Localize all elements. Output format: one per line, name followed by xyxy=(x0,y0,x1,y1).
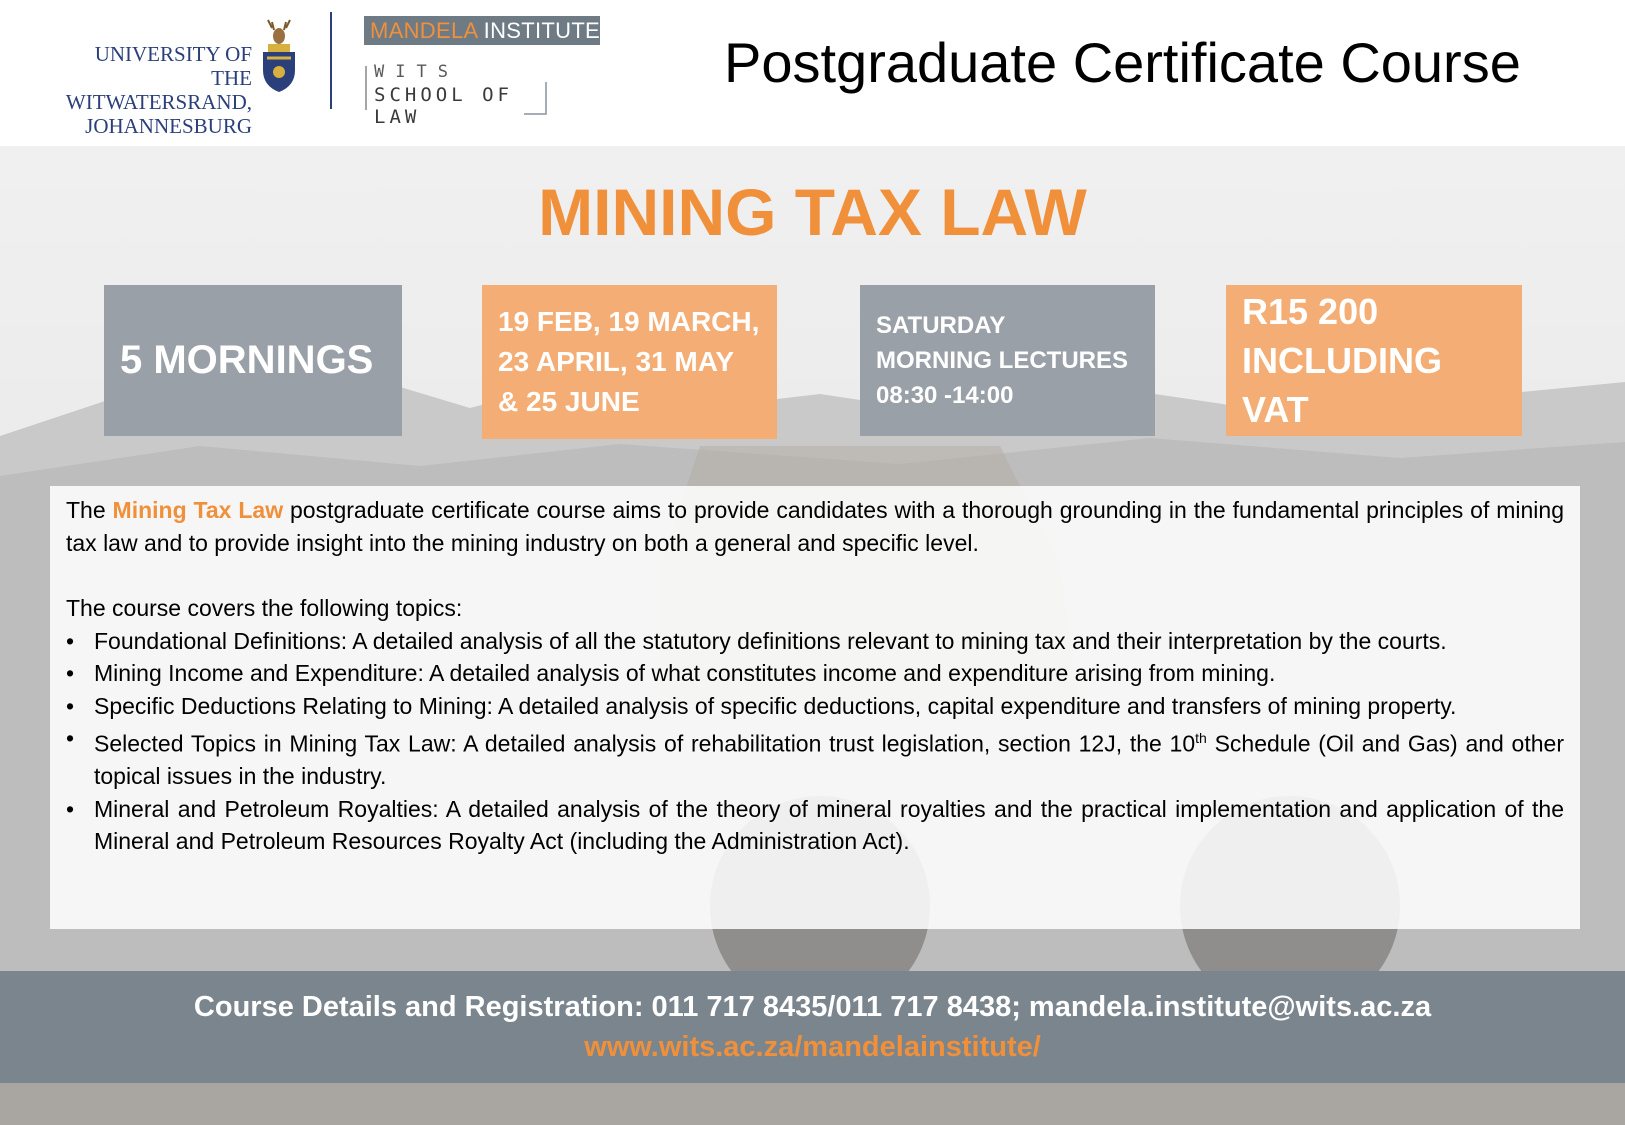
dates-box: 19 FEB, 19 MARCH, 23 APRIL, 31 MAY & 25 JUNE xyxy=(482,285,777,439)
school-of-law-mark: WITS SCHOOL OF LAW xyxy=(364,60,548,116)
header xyxy=(0,0,1625,146)
list-item: • Selected Topics in Mining Tax Law: A detailed analysis of rehabilitation trust legislation, section 12J, the 10th Schedule (Oil and Gas) and other topical issues in the industry. xyxy=(66,722,1564,793)
topics-list xyxy=(66,625,1564,858)
list-item: • Specific Deductions Relating to Mining: A detailed analysis of specific deductions, capital expenditure and transfers of mining property. xyxy=(66,690,1564,723)
page-title: Postgraduate Certificate Course xyxy=(724,31,1521,94)
wits-logo-text: UNIVERSITY OF THE WITWATERSRAND, JOHANNESBURG xyxy=(65,42,252,138)
list-item: • Mining Income and Expenditure: A detailed analysis of what constitutes income and expenditure arising from mining. xyxy=(66,657,1564,690)
mandela-institute-bar: MANDELA INSTITUTE xyxy=(364,16,600,45)
wits-university-logo xyxy=(58,18,308,138)
contact-details[interactable]: Course Details and Registration: 011 717 8435/011 717 8438; mandela.institute@wits.ac.za xyxy=(193,991,1432,1023)
duration-box: 5 MORNINGS xyxy=(104,285,402,436)
course-name-highlight: Mining Tax Law xyxy=(112,497,284,523)
list-item: • Mineral and Petroleum Royalties: A detailed analysis of the theory of mineral royalties and the practical implementation and application of the Mineral and Petroleum Resources Royalty Act (including the Administration Act). xyxy=(66,793,1564,858)
price-box: R15 200 INCLUDING VAT xyxy=(1226,285,1522,436)
mandela-institute-logo xyxy=(364,16,601,128)
schedule-box: SATURDAY MORNING LECTURES 08:30 -14:00 xyxy=(860,285,1155,436)
footer-contact-bar xyxy=(0,971,1625,1083)
website-link[interactable]: www.wits.ac.za/mandelainstitute/ xyxy=(584,1031,1041,1063)
intro-paragraph: The Mining Tax Law postgraduate certificate course aims to provide candidates with a thorough grounding in the fundamental principles of mining tax law and to provide insight into the mining industry on both a general and specific level. xyxy=(66,497,1564,556)
list-item: • Foundational Definitions: A detailed analysis of all the statutory definitions relevant to mining tax and their interpretation by the courts. xyxy=(66,625,1564,658)
wits-crest-icon xyxy=(258,18,300,94)
topics-heading: The course covers the following topics: xyxy=(66,595,463,621)
logo-divider xyxy=(330,12,332,109)
course-description-panel xyxy=(50,486,1580,929)
course-title: MINING TAX LAW xyxy=(538,175,1087,249)
